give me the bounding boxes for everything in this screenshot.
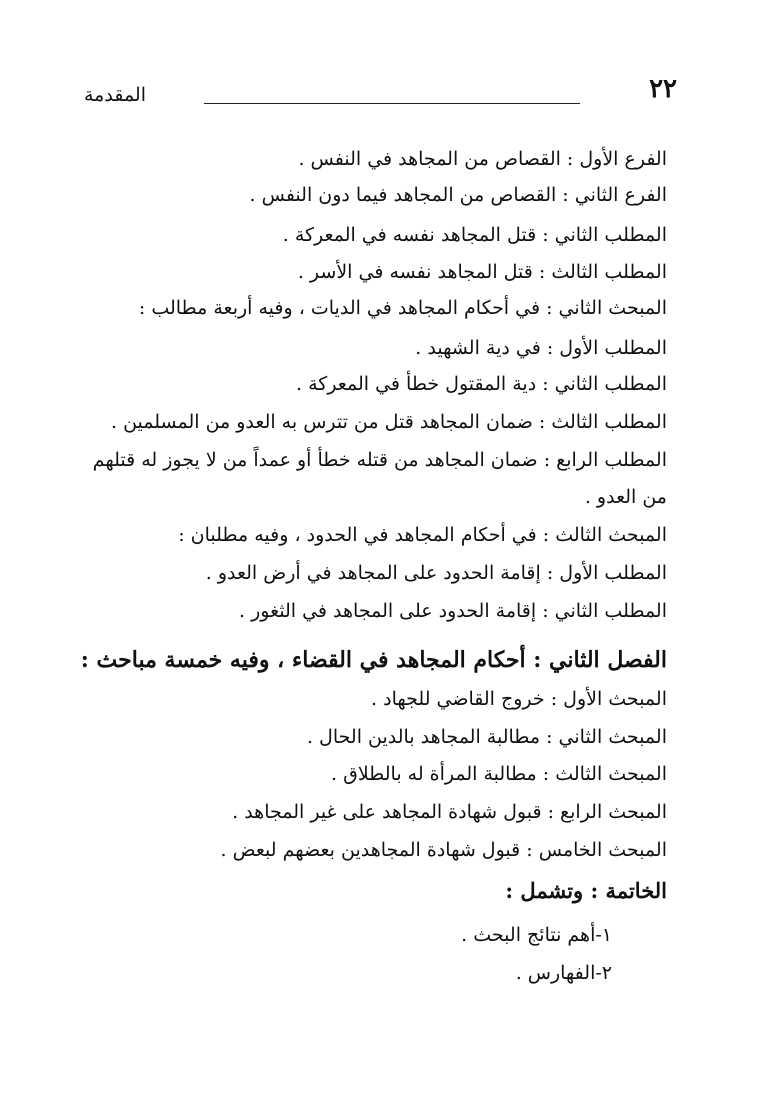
- toc-line: ١-أهم نتائج البحث .: [461, 924, 612, 946]
- toc-line: المبحث الثاني : في أحكام المجاهد في الديات ، وفيه أربعة مطالب :: [138, 297, 667, 319]
- toc-line: المطلب الثالث : قتل المجاهد نفسه في الأسر .: [297, 261, 667, 283]
- toc-line: المطلب الثالث : ضمان المجاهد قتل من تترس به العدو من المسلمين .: [110, 411, 667, 433]
- toc-line: المبحث الثاني : مطالبة المجاهد بالدين الحال .: [306, 726, 667, 748]
- toc-line: المبحث الأول : خروج القاضي للجهاد .: [371, 688, 667, 710]
- toc-line: المطلب الثاني : قتل المجاهد نفسه في المعركة .: [282, 224, 667, 246]
- toc-line: المبحث الثالث : في أحكام المجاهد في الحدود ، وفيه مطلبان :: [178, 524, 667, 546]
- running-head: المقدمة: [84, 84, 147, 106]
- toc-line: المطلب الرابع : ضمان المجاهد من قتله خطأ أو عمداً من لا يجوز له قتلهم: [92, 449, 667, 471]
- toc-chapter: الفصل الثاني : أحكام المجاهد في القضاء ، وفيه خمسة مباحث :: [80, 647, 667, 673]
- toc-line: الفرع الأول : القصاص من المجاهد في النفس .: [298, 148, 667, 170]
- toc-line: المبحث الخامس : قبول شهادة المجاهدين بعضهم لبعض .: [220, 839, 667, 861]
- header-divider: [204, 103, 580, 104]
- toc-line: المطلب الأول : في دية الشهيد .: [415, 337, 667, 359]
- toc-line: المطلب الثاني : دية المقتول خطأ في المعركة .: [296, 373, 667, 395]
- page-number: ٢٢: [649, 74, 677, 104]
- toc-line: المطلب الثاني : إقامة الحدود على المجاهد في الثغور .: [239, 600, 667, 622]
- toc-line: المبحث الثالث : مطالبة المرأة له بالطلاق .: [331, 763, 667, 785]
- toc-conclusion: الخاتمة : وتشمل :: [505, 878, 667, 903]
- toc-line: المطلب الأول : إقامة الحدود على المجاهد في أرض العدو .: [205, 562, 667, 584]
- toc-line: المبحث الرابع : قبول شهادة المجاهد على غير المجاهد .: [232, 801, 667, 823]
- toc-line: من العدو .: [584, 486, 667, 508]
- toc-line: ٢-الفهارس .: [515, 962, 612, 984]
- toc-line: الفرع الثاني : القصاص من المجاهد فيما دون النفس .: [249, 184, 667, 206]
